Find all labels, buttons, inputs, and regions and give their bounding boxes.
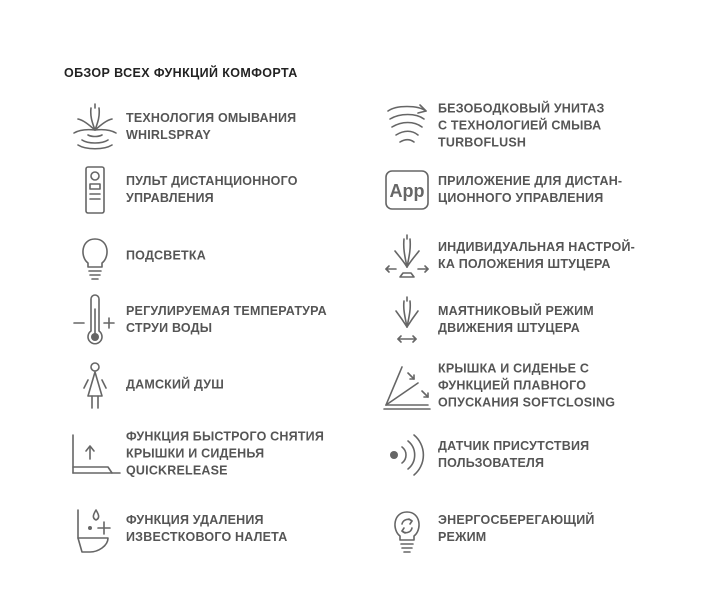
remote-control-icon: [68, 160, 122, 220]
feature-label: ФУНКЦИЯ БЫСТРОГО СНЯТИЯ КРЫШКИ И СИДЕНЬЯ QUICKRELEASE: [126, 429, 325, 478]
feature-label: ЭНЕРГОСБЕРЕГАЮЩИЙ РЕЖИМ: [438, 513, 595, 544]
app-icon: [380, 160, 434, 220]
svg-text:App: App: [389, 181, 425, 201]
feature-label: ТЕХНОЛОГИЯ ОМЫВАНИЯ WHIRLSPRAY: [126, 111, 297, 142]
quickrelease-icon: [68, 424, 122, 484]
page-title: ОБЗОР ВСЕХ ФУНКЦИЙ КОМФОРТА: [64, 66, 298, 80]
feature-label: ФУНКЦИЯ УДАЛЕНИЯ ИЗВЕСТКОВОГО НАЛЕТА: [126, 513, 288, 544]
feature-label: ПОДСВЕТКА: [126, 248, 206, 263]
feature-label: ДАТЧИК ПРИСУТСТВИЯ ПОЛЬЗОВАТЕЛЯ: [438, 439, 590, 470]
feature-label: ДАМСКИЙ ДУШ: [126, 377, 225, 392]
feature-label: ИНДИВИДУАЛЬНАЯ НАСТРОЙ- КА ПОЛОЖЕНИЯ ШТУЦЕРА: [438, 240, 635, 271]
energy-saving-icon: [380, 499, 434, 559]
feature-label: КРЫШКА И СИДЕНЬЕ С ФУНКЦИЕЙ ПЛАВНОГО ОПУСКАНИЯ SOFTCLOSING: [438, 361, 616, 410]
light-bulb-icon: [68, 226, 122, 286]
nozzle-position-icon: [380, 226, 434, 286]
feature-label: МАЯТНИКОВЫЙ РЕЖИМ ДВИЖЕНИЯ ШТУЦЕРА: [438, 304, 594, 335]
feature-label: ПРИЛОЖЕНИЕ ДЛЯ ДИСТАН- ЦИОННОГО УПРАВЛЕНИЯ: [438, 174, 623, 205]
feature-label: ПУЛЬТ ДИСТАНЦИОННОГО УПРАВЛЕНИЯ: [126, 174, 298, 205]
whirlspray-icon: [68, 97, 122, 157]
lady-shower-icon: [68, 355, 122, 415]
feature-label: РЕГУЛИРУЕМАЯ ТЕМПЕРАТУРА СТРУИ ВОДЫ: [126, 304, 327, 335]
oscillating-nozzle-icon: [380, 290, 434, 350]
presence-sensor-icon: [380, 425, 434, 485]
softclosing-icon: [380, 356, 434, 416]
descaling-icon: [68, 499, 122, 559]
thermometer-icon: [68, 290, 122, 350]
turboflush-icon: [380, 96, 434, 156]
feature-label: БЕЗОБОДКОВЫЙ УНИТАЗ С ТЕХНОЛОГИЕЙ СМЫВА TURBOFLUSH: [438, 101, 605, 150]
